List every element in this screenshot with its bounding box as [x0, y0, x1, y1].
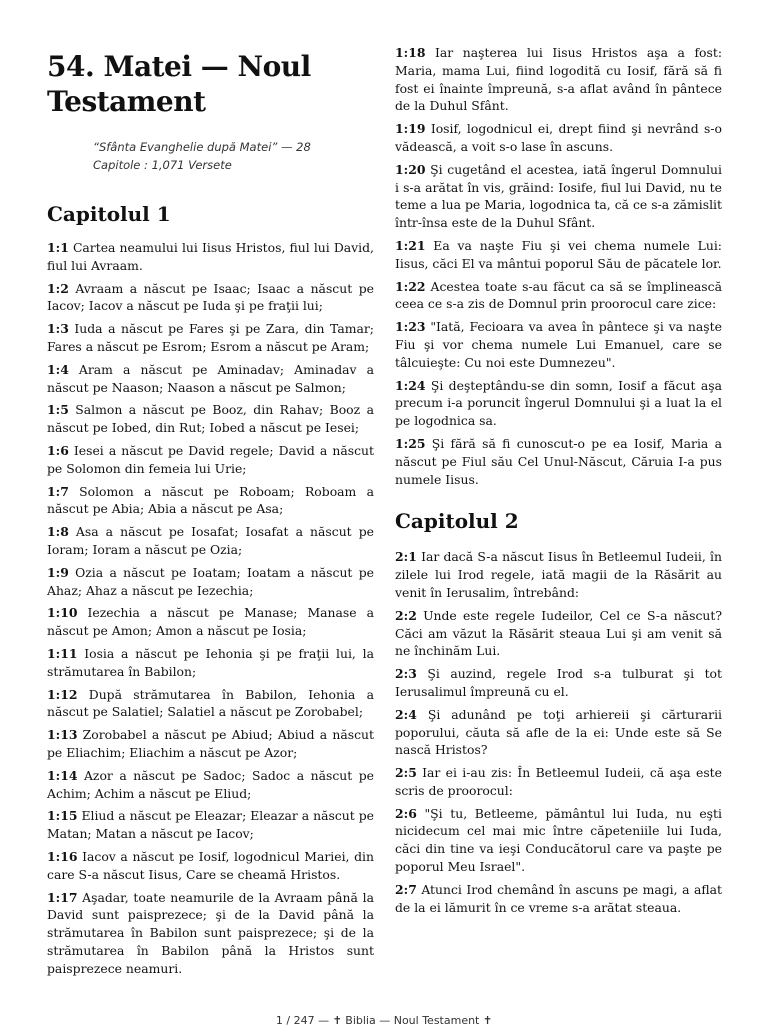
verse-number: 2:3	[395, 666, 417, 682]
verse-number: 1:7	[47, 483, 69, 499]
verse-text: Atunci Irod chemând în ascuns pe magi, a aflat de la ei lămurit în ce vreme s-a arătat steaua.	[395, 881, 722, 915]
verse-number: 1:13	[47, 727, 78, 743]
verse-text: Aşadar, toate neamurile de la Avraam până la David sunt paisprezece; şi de la David până la strămutarea în Babilon sunt paisprezece; şi de la strămutarea în Babilon până la Hristos sunt paisprezece neamuri.	[47, 889, 374, 976]
verse-text: Eliud a născut pe Eleazar; Eleazar a născut pe Matan; Matan a născut pe Iacov;	[47, 808, 374, 842]
verse-number: 1:18	[395, 45, 426, 60]
verse-text: Ea va naşte Fiu şi vei chema numele Lui: Iisus, căci El va mântui poporul Său de păcatele lor.	[395, 237, 722, 271]
verse-number: 2:4	[395, 706, 417, 722]
chapter-1-verses-left	[47, 239, 374, 977]
verse-number: 1:12	[47, 686, 78, 702]
verse	[395, 278, 722, 314]
verse-number: 1:23	[395, 319, 426, 335]
verse-number: 1:22	[395, 278, 426, 294]
verse	[47, 523, 374, 559]
verse-number: 2:2	[395, 607, 417, 623]
verse-text: Zorobabel a născut pe Abiud; Abiud a născut pe Eliachim; Eliachim a născut pe Azor;	[47, 727, 374, 760]
verse-text: "Şi tu, Betleeme, pământul lui Iuda, nu eşti nicidecum cel mai mic între căpeteniile lui Iuda, căci din tine va ieşi Conducătorul care va paşte pe poporul Meu Israel".	[395, 805, 722, 875]
verse	[47, 361, 374, 397]
verse	[395, 44, 722, 115]
verse	[47, 280, 374, 316]
verse-text: "Iată, Fecioara va avea în pântece şi va naşte Fiu şi vor chema numele Lui Emanuel, care se tâlcuieşte: Cu noi este Dumnezeu".	[395, 319, 722, 370]
verse	[395, 607, 722, 660]
verse	[395, 161, 722, 232]
verse	[47, 726, 374, 762]
verse	[47, 686, 374, 722]
verse	[47, 807, 374, 843]
verse	[395, 881, 722, 917]
verse-text: Avraam a născut pe Isaac; Isaac a născut pe Iacov; Iacov a născut pe Iuda şi pe fraţii lui;	[47, 280, 374, 314]
verse	[395, 237, 722, 273]
verse-text: Iar dacă S-a născut Iisus în Betleemul Iudeii, în zilele lui Irod regele, iată magii de la Răsărit au venit în Ierusalim, întrebând:	[395, 549, 722, 600]
verse-number: 1:16	[47, 848, 78, 864]
chapter-2-heading: Capitolul 2	[395, 509, 519, 534]
verse-number: 1:9	[47, 564, 69, 580]
verse	[395, 318, 722, 371]
chapter-1-heading: Capitolul 1	[47, 202, 171, 226]
chapter-2-verses	[395, 548, 722, 916]
verse	[395, 706, 722, 759]
verse-number: 1:1	[47, 240, 69, 255]
verse-text: Şi auzind, regele Irod s-a tulburat şi tot Ierusalimul împreună cu el.	[395, 666, 722, 699]
verse-text: Iacov a născut pe Iosif, logodnicul Mariei, din care S-a născut Iisus, Care se cheamă Hristos.	[47, 848, 374, 882]
verse	[47, 848, 374, 884]
verse-number: 1:4	[47, 361, 69, 377]
verse	[395, 435, 722, 488]
verse	[395, 377, 722, 430]
verse-number: 1:19	[395, 121, 426, 137]
book-title: 54. Matei — Noul Testament	[47, 50, 311, 118]
verse	[395, 120, 722, 156]
verse-number: 1:11	[47, 645, 78, 661]
verse	[47, 889, 374, 978]
verse-number: 1:21	[395, 237, 426, 253]
verse	[47, 604, 374, 640]
verse-text: Azor a născut pe Sadoc; Sadoc a născut pe Achim; Achim a născut pe Eliud;	[47, 767, 374, 801]
verse-text: Iosif, logodnicul ei, drept fiind şi nevrând s-o vădească, a voit s-o lase în ascuns.	[395, 121, 722, 154]
right-column	[395, 44, 722, 921]
verse-text: Solomon a născut pe Roboam; Roboam a născut pe Abia; Abia a născut pe Asa;	[47, 483, 374, 517]
verse	[395, 548, 722, 601]
verse-number: 1:5	[47, 402, 69, 418]
verse-text: Iuda a născut pe Fares şi pe Zara, din Tamar; Fares a născut pe Esrom; Esrom a născut pe Aram;	[47, 321, 374, 354]
verse	[47, 645, 374, 681]
verse-text: Iosia a născut pe Iehonia şi pe fraţii lui, la strămutarea în Babilon;	[47, 645, 374, 679]
verse	[47, 401, 374, 437]
verse-text: După strămutarea în Babilon, Iehonia a născut pe Salatiel; Salatiel a născut pe Zorobabel;	[47, 686, 374, 720]
verse-number: 1:15	[47, 808, 78, 824]
page-footer: 1 / 247 — ✝ Biblia — Noul Testament ✝	[275, 1014, 493, 1027]
book-subtitle: “Sfânta Evanghelie după Matei” — 28 Capitole : 1,071 Versete	[93, 140, 311, 172]
verse	[47, 564, 374, 600]
verse-number: 1:20	[395, 161, 426, 177]
verse-text: Iar naşterea lui Iisus Hristos aşa a fost: Maria, mama Lui, fiind logodită cu Iosif, fără să fi fost ei înainte împreună, s-a aflat având în pântece de la Duhul Sfânt.	[395, 45, 722, 114]
verse-number: 1:17	[47, 889, 78, 905]
verse-number: 1:6	[47, 442, 69, 458]
verse-text: Iesei a născut pe David regele; David a născut pe Solomon din femeia lui Urie;	[47, 442, 374, 476]
verse-text: Şi deşteptându-se din somn, Iosif a făcut aşa precum i-a poruncit îngerul Domnului şi a luat la el pe logodnica sa.	[395, 377, 722, 429]
verse-number: 1:8	[47, 524, 69, 540]
verse	[395, 805, 722, 876]
verse-text: Şi adunând pe toţi arhiereii şi cărturarii poporului, căuta să afle de la ei: Unde este să Se nască Hristos?	[395, 706, 722, 758]
verse	[47, 320, 374, 356]
verse-text: Acestea toate s-au făcut ca să se împlinească ceea ce s-a zis de Domnul prin proorocul care zice:	[395, 278, 722, 312]
verse	[395, 764, 722, 800]
left-column	[47, 0, 374, 982]
verse	[47, 239, 374, 275]
verse-number: 1:3	[47, 321, 69, 337]
verse	[47, 483, 374, 519]
verse-number: 1:24	[395, 377, 426, 393]
chapter-1-verses-right	[395, 44, 722, 488]
verse-number: 1:2	[47, 280, 69, 296]
verse-number: 1:14	[47, 767, 78, 783]
verse-text: Iezechia a născut pe Manase; Manase a născut pe Amon; Amon a născut pe Iosia;	[47, 605, 374, 639]
verse-number: 2:1	[395, 549, 417, 565]
verse-text: Şi cugetând el acestea, iată îngerul Domnului i s-a arătat în vis, grăind: Iosife, fiul lui David, nu te teme a lua pe Maria, logodnica ta, că ce s-a zămislit într-însa este de la Duhul Sfânt.	[395, 161, 722, 231]
verse-number: 2:5	[395, 765, 417, 781]
verse-text: Iar ei i-au zis: În Betleemul Iudeii, că aşa este scris de proorocul:	[395, 765, 722, 798]
verse-text: Cartea neamului lui Iisus Hristos, fiul lui David, fiul lui Avraam.	[47, 240, 374, 273]
verse	[395, 665, 722, 701]
verse-text: Salmon a născut pe Booz, din Rahav; Booz a născut pe Iobed, din Rut; Iobed a născut pe Iesei;	[47, 402, 374, 436]
verse-text: Unde este regele Iudeilor, Cel ce S-a născut? Căci am văzut la Răsărit steaua Lui şi am venit să ne închinăm Lui.	[395, 607, 722, 659]
verse-text: Aram a născut pe Aminadav; Aminadav a născut pe Naason; Naason a născut pe Salmon;	[47, 361, 374, 395]
verse	[47, 442, 374, 478]
verse-number: 2:7	[395, 881, 417, 897]
verse-text: Şi fără să fi cunoscut-o pe ea Iosif, Maria a născut pe Fiul său Cel Unul-Născut, Căruia I-a pus numele Iisus.	[395, 435, 722, 487]
verse-text: Asa a născut pe Iosafat; Iosafat a născut pe Ioram; Ioram a născut pe Ozia;	[47, 524, 374, 557]
verse-number: 1:25	[395, 435, 426, 451]
verse	[47, 767, 374, 803]
verse-text: Ozia a născut pe Ioatam; Ioatam a născut pe Ahaz; Ahaz a născut pe Iezechia;	[47, 564, 374, 598]
verse-number: 1:10	[47, 605, 78, 621]
verse-number: 2:6	[395, 805, 417, 821]
